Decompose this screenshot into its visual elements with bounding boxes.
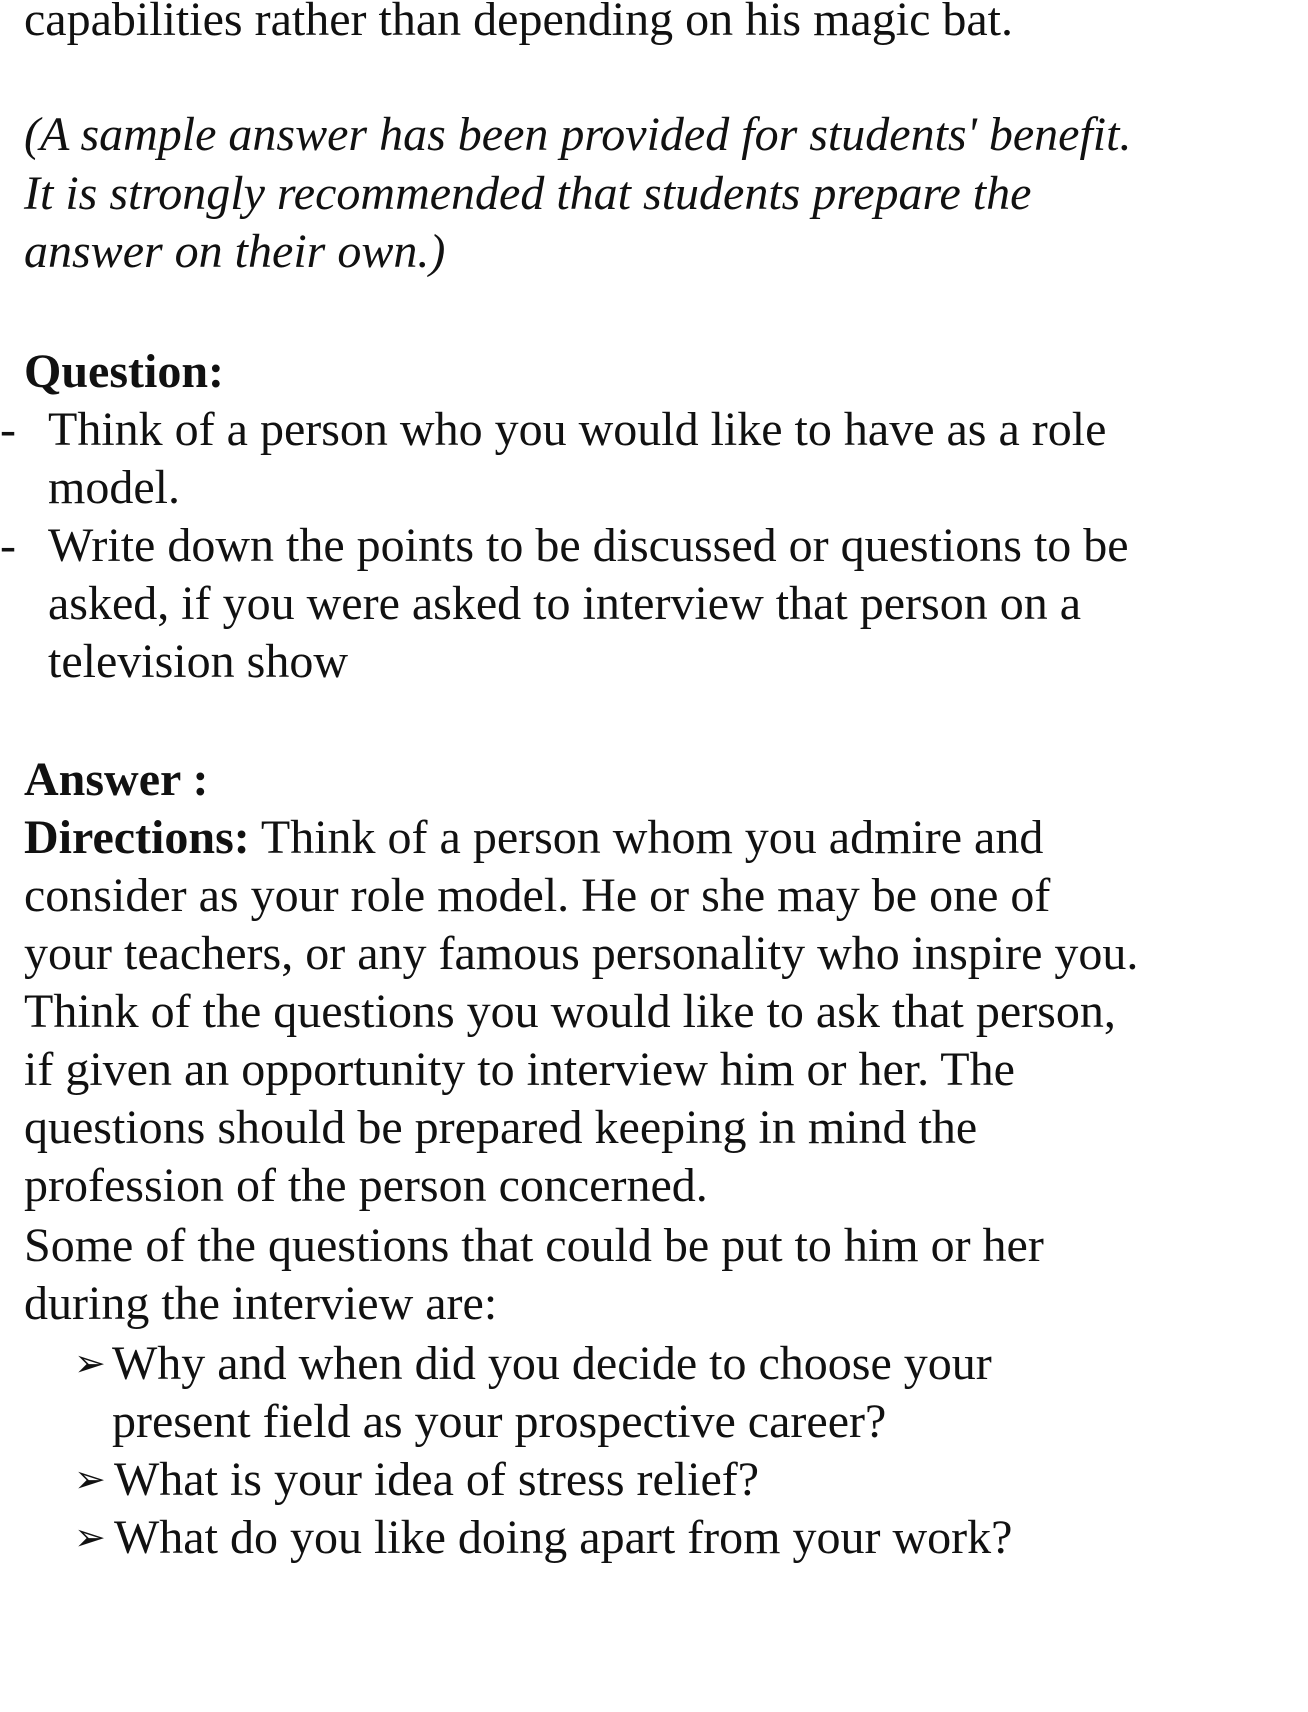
answer-line-5: if given an opportunity to interview him or her. The [24, 1043, 1015, 1096]
arrow-bullet-icon: ➢ [74, 1459, 106, 1501]
directions-text: Think of a person whom you admire and [249, 811, 1044, 864]
question-item-1-line-1: Think of a person who you would like to have as a role [48, 403, 1107, 456]
answer-line-8: Some of the questions that could be put to him or her [24, 1219, 1044, 1272]
note-line-1: (A sample answer has been provided for students' benefit. [24, 108, 1132, 161]
question-item-2-line-1: Write down the points to be discussed or questions to be [48, 519, 1129, 572]
answer-directions-line-1 [24, 810, 1043, 866]
arrow-bullet-icon: ➢ [74, 1517, 106, 1559]
answer-line-7: profession of the person concerned. [24, 1159, 708, 1212]
dash-bullet-1: - [0, 403, 16, 456]
answer-line-4: Think of the questions you would like to ask that person, [24, 985, 1116, 1038]
answer-line-6: questions should be prepared keeping in mind the [24, 1101, 978, 1154]
question-item-2-line-2: asked, if you were asked to interview that person on a [48, 577, 1082, 630]
answer-line-2: consider as your role model. He or she may be one of [24, 869, 1051, 922]
note-line-2: It is strongly recommended that students prepare the [24, 167, 1032, 220]
question-item-2-line-3: television show [48, 635, 348, 688]
interview-question-3: What do you like doing apart from your work? [114, 1511, 1013, 1564]
interview-question-1-line-2: present field as your prospective career? [112, 1395, 887, 1448]
dash-bullet-2: - [0, 519, 16, 572]
answer-line-3: your teachers, or any famous personality who inspire you. [24, 927, 1139, 980]
interview-question-2: What is your idea of stress relief? [114, 1453, 760, 1506]
answer-line-9: during the interview are: [24, 1277, 498, 1330]
directions-label: Directions: [24, 811, 250, 864]
note-line-3: answer on their own.) [24, 225, 446, 278]
question-item-1-line-2: model. [48, 461, 180, 514]
question-heading: Question: [24, 345, 225, 398]
intro-text: capabilities rather than depending on his magic bat. [24, 0, 1014, 46]
interview-question-1-line-1: Why and when did you decide to choose your [112, 1337, 992, 1390]
arrow-bullet-icon: ➢ [74, 1343, 106, 1385]
answer-heading: Answer : [24, 753, 209, 806]
